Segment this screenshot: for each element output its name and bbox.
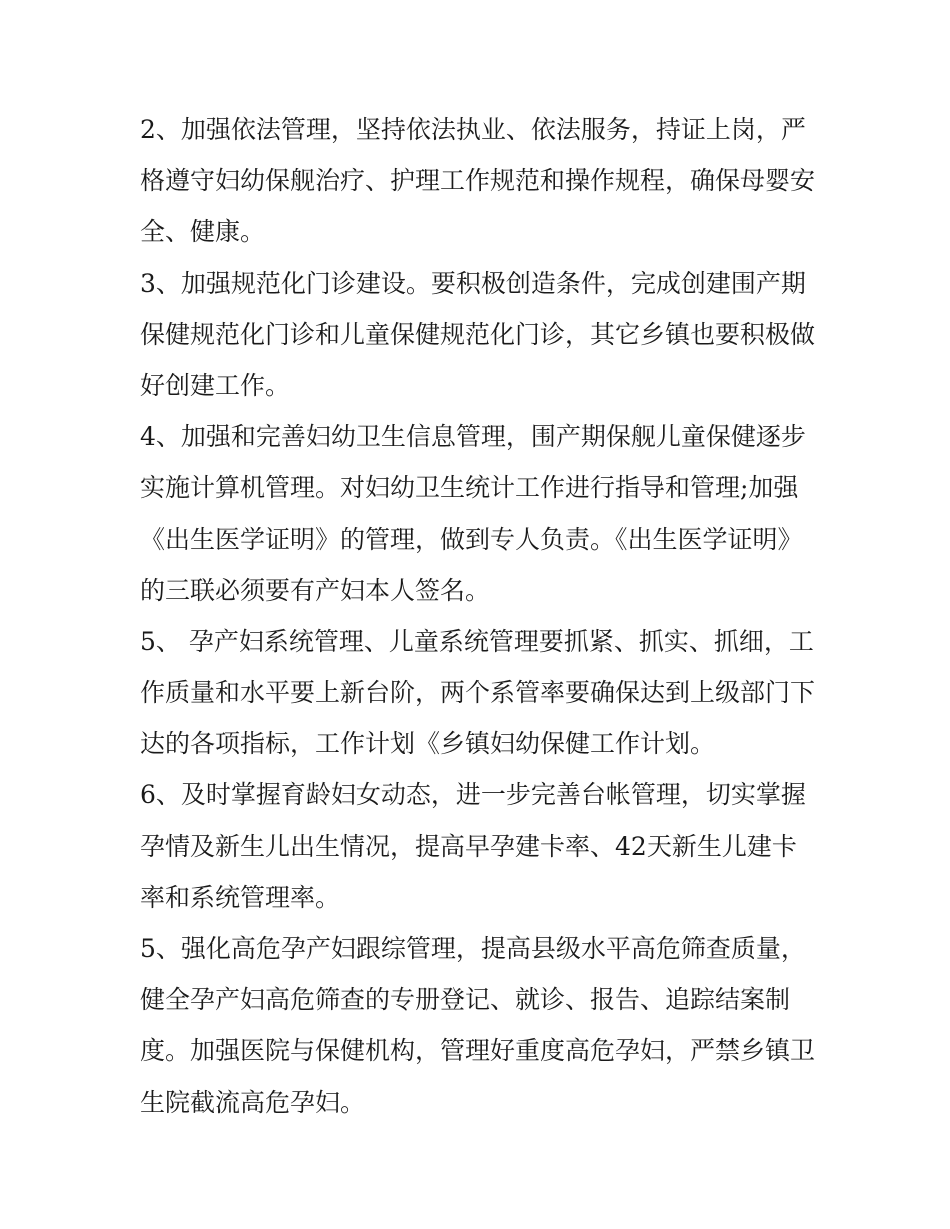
text-line: 健全孕产妇高危筛查的专册登记、就诊、报告、追踪结案制 [140, 985, 791, 1015]
paragraph-item-3 [140, 264, 820, 418]
text-line: 保健规范化门诊和儿童保健规范化门诊，其它乡镇也要积极做 [140, 319, 816, 349]
text-line: 全、健康。 [140, 217, 266, 247]
text-line: 格遵守妇幼保舰治疗、护理工作规范和操作规程，确保母婴安 [140, 166, 816, 196]
text-line: 生院截流高危孕妇。 [140, 1087, 366, 1117]
paragraph-item-5 [140, 622, 820, 776]
text-line: 实施计算机管理。对妇幼卫生统计工作进行指导和管理;加强 [140, 473, 799, 503]
text-line: 达的各项指标，工作计划《乡镇妇幼保健工作计划。 [140, 729, 716, 759]
text-line: 6、及时掌握育龄妇女动态，进一步完善台帐管理，切实掌握 [140, 780, 806, 810]
paragraph-item-6 [140, 775, 820, 929]
text-line: 《出生医学证明》的管理，做到专人负责。《出生医学证明》 [140, 524, 803, 554]
document-body [140, 110, 820, 1134]
paragraph-item-2 [140, 110, 820, 264]
text-line: 孕情及新生儿出生情况，提高早孕建卡率、42天新生儿建卡 [140, 831, 797, 861]
text-line: 3、加强规范化门诊建设。要积极创造条件，完成创建围产期 [140, 268, 806, 298]
paragraph-item-5b [140, 929, 820, 1134]
text-line: 度。加强医院与保健机构，管理好重度高危孕妇，严禁乡镇卫 [140, 1036, 816, 1066]
text-line: 2、加强依法管理，坚持依法执业、依法服务，持证上岗，严 [140, 115, 806, 144]
text-line: 5、强化高危孕产妇跟综管理，提高县级水平高危筛查质量， [140, 934, 806, 963]
text-line: 作质量和水平要上新台阶，两个系管率要确保达到上级部门下 [140, 678, 816, 708]
text-line: 率和系统管理率。 [140, 882, 341, 912]
text-line: 的三联必须要有产妇本人签名。 [140, 575, 491, 605]
text-line: 4、加强和完善妇幼卫生信息管理，围产期保舰儿童保健逐步 [140, 422, 806, 452]
paragraph-item-4 [140, 417, 820, 622]
text-line: 好创建工作。 [140, 370, 291, 400]
text-line: 5、 孕产妇系统管理、儿童系统管理要抓紧、抓实、抓细，工 [140, 626, 814, 656]
